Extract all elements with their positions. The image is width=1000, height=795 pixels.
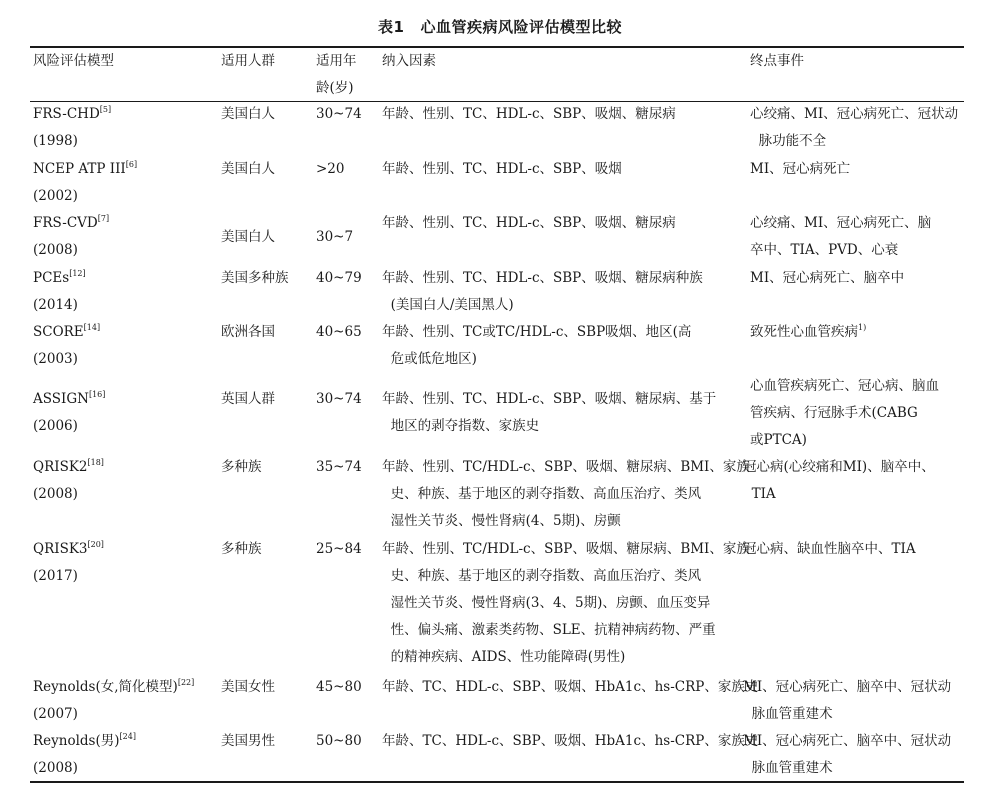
- table-caption-label: 表1: [378, 18, 405, 36]
- table-row-age: 30~74: [316, 391, 362, 407]
- table-row-age: 40~79: [316, 270, 362, 286]
- header-factors: 纳入因素: [382, 53, 436, 69]
- table-row-factors: 年龄、性别、TC、HDL-c、SBP、吸烟、糖尿病: [382, 106, 676, 122]
- table-row-age: 30~7: [316, 229, 354, 245]
- table-row-population: 美国男性: [221, 733, 275, 749]
- table-row-endpoints: 冠心病(心绞痛和MI)、脑卒中、 TIA: [743, 459, 935, 502]
- table-row-population: 美国白人: [221, 229, 275, 245]
- table-row-model: SCORE[14] (2003): [33, 323, 101, 367]
- table-row-endpoints: MI、冠心病死亡、脑卒中、冠状动 脉血管重建术: [743, 679, 952, 722]
- table-row-factors: 年龄、性别、TC、HDL-c、SBP、吸烟、糖尿病: [382, 215, 676, 231]
- table-row-factors: 年龄、性别、TC或TC/HDL-c、SBP吸烟、地区(高 危或低危地区): [382, 324, 692, 367]
- table-row-model: FRS-CHD[5] (1998): [33, 105, 112, 149]
- table-row-model: Reynolds(男)[24] (2008): [33, 732, 136, 776]
- table-row-endpoints: MI、冠心病死亡、脑卒中、冠状动 脉血管重建术: [743, 733, 952, 776]
- table-row-age: 50~80: [316, 733, 362, 749]
- header-model: 风险评估模型: [33, 53, 114, 69]
- table-row-factors: 年龄、TC、HDL-c、SBP、吸烟、HbA1c、hs-CRP、家族史: [382, 733, 759, 749]
- table-row-population: 欧洲各国: [221, 324, 275, 340]
- table-row-age: 40~65: [316, 324, 362, 340]
- table-row-age: >20: [316, 161, 345, 177]
- header-endpoints: 终点事件: [750, 53, 804, 69]
- table-row-model: PCEs[12] (2014): [33, 269, 86, 313]
- table-row-model: QRISK2[18] (2008): [33, 458, 104, 502]
- table-row-model: Reynolds(女,简化模型)[22] (2007): [33, 678, 195, 722]
- table-row-endpoints: 心血管疾病死亡、冠心病、脑血 管疾病、行冠脉手术(CABG 或PTCA): [750, 378, 939, 448]
- table-row-factors: 年龄、性别、TC/HDL-c、SBP、吸烟、糖尿病、BMI、家族 史、种族、基于地区的剥夺指数、高血压治疗、类风 湿性关节炎、慢性肾病(3、4、5期)、房颤、血压变异 性、偏头痛、激素类药物、SLE、抗精神病药物、严重 的精神疾病、AIDS、性功能障碍(男性): [382, 541, 750, 665]
- table-row-endpoints: 心绞痛、MI、冠心病死亡、冠状动 脉功能不全: [750, 106, 959, 149]
- table-row-age: 30~74: [316, 106, 362, 122]
- table-row-endpoints: MI、冠心病死亡: [750, 161, 851, 177]
- table-row-endpoints: 心绞痛、MI、冠心病死亡、脑 卒中、TIA、PVD、心衰: [750, 215, 932, 258]
- table-row-age: 45~80: [316, 679, 362, 695]
- table-row-population: 英国人群: [221, 391, 275, 407]
- table-row-endpoints: MI、冠心病死亡、脑卒中: [750, 270, 905, 286]
- table-row-age: 35~74: [316, 459, 362, 475]
- table-row-factors: 年龄、性别、TC、HDL-c、SBP、吸烟: [382, 161, 622, 177]
- table-caption: [0, 16, 1000, 37]
- table-row-factors: 年龄、性别、TC、HDL-c、SBP、吸烟、糖尿病种族 (美国白人/美国黑人): [382, 270, 703, 313]
- header-age: 适用年 龄(岁): [316, 53, 357, 96]
- table-row-population: 美国女性: [221, 679, 275, 695]
- table-top-rule: [30, 46, 964, 48]
- table-row-population: 美国白人: [221, 106, 275, 122]
- table-row-endpoints: 冠心病、缺血性脑卒中、TIA: [743, 541, 916, 557]
- table-row-factors: 年龄、TC、HDL-c、SBP、吸烟、HbA1c、hs-CRP、家族史: [382, 679, 759, 695]
- table-row-population: 美国白人: [221, 161, 275, 177]
- table-row-population: 美国多种族: [221, 270, 289, 286]
- table-row-factors: 年龄、性别、TC/HDL-c、SBP、吸烟、糖尿病、BMI、家族 史、种族、基于地区的剥夺指数、高血压治疗、类风 湿性关节炎、慢性肾病(4、5期)、房颤: [382, 459, 750, 529]
- header-population: 适用人群: [221, 53, 275, 69]
- table-row-model: NCEP ATP III[6] (2002): [33, 160, 138, 204]
- table-row-age: 25~84: [316, 541, 362, 557]
- table-row-model: QRISK3[20] (2017): [33, 540, 104, 584]
- table-row-population: 多种族: [221, 541, 262, 557]
- table-row-model: ASSIGN[16] (2006): [33, 390, 106, 434]
- table-row-factors: 年龄、性别、TC、HDL-c、SBP、吸烟、糖尿病、基于 地区的剥夺指数、家族史: [382, 391, 717, 434]
- table-caption-text: 心血管疾病风险评估模型比较: [420, 18, 622, 36]
- table-row-endpoints: 致死性心血管疾病$^{1)}$: [750, 323, 867, 340]
- table-row-model: FRS-CVD[7] (2008): [33, 214, 110, 258]
- table-row-population: 多种族: [221, 459, 262, 475]
